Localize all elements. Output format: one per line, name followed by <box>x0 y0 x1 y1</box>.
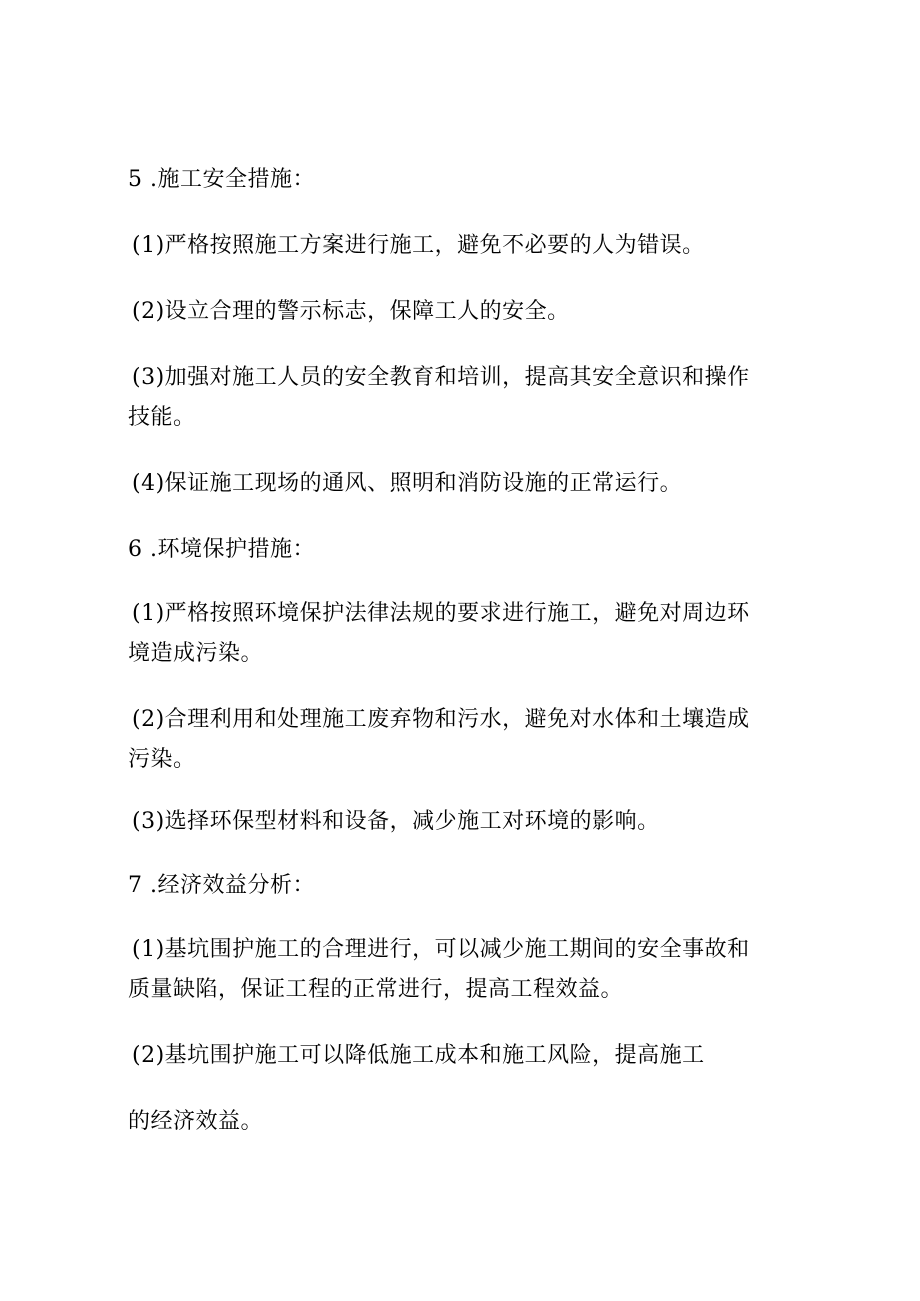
trailing-line: 的经济效益。 <box>128 1109 264 1134</box>
section-6-item-2-continued: 污染。 <box>128 747 196 772</box>
section-7-item-1: (1)基坑围护施工的合理进行，可以减少施工期间的安全事故和 <box>132 937 750 962</box>
section-6-item-1: (1)严格按照环境保护法律法规的要求进行施工，避免对周边环 <box>132 601 750 626</box>
section-5-item-2: (2)设立合理的警示标志，保障工人的安全。 <box>132 299 570 324</box>
section-7-item-2: (2)基坑围护施工可以降低施工成本和施工风险，提高施工 <box>132 1043 705 1068</box>
section-5-item-4: (4)保证施工现场的通风、照明和消防设施的正常运行。 <box>132 471 683 496</box>
section-6-heading: 6 .环境保护措施： <box>128 537 315 562</box>
section-6-item-2: (2)合理利用和处理施工废弃物和污水，避免对水体和土壤造成 <box>132 707 750 732</box>
section-7-heading: 7 .经济效益分析： <box>128 873 315 898</box>
section-6-item-1-continued: 境造成污染。 <box>128 641 264 666</box>
section-5-item-1: (1)严格按照施工方案进行施工，避免不必要的人为错误。 <box>132 233 705 258</box>
section-5-item-3: (3)加强对施工人员的安全教育和培训，提高其安全意识和操作 <box>132 365 750 390</box>
section-5-item-3-continued: 技能。 <box>128 405 196 430</box>
section-7-item-1-continued: 质量缺陷，保证工程的正常进行，提高工程效益。 <box>128 977 624 1002</box>
section-6-item-3: (3)选择环保型材料和设备，减少施工对环境的影响。 <box>132 809 660 834</box>
section-5-heading: 5 .施工安全措施： <box>128 167 315 192</box>
